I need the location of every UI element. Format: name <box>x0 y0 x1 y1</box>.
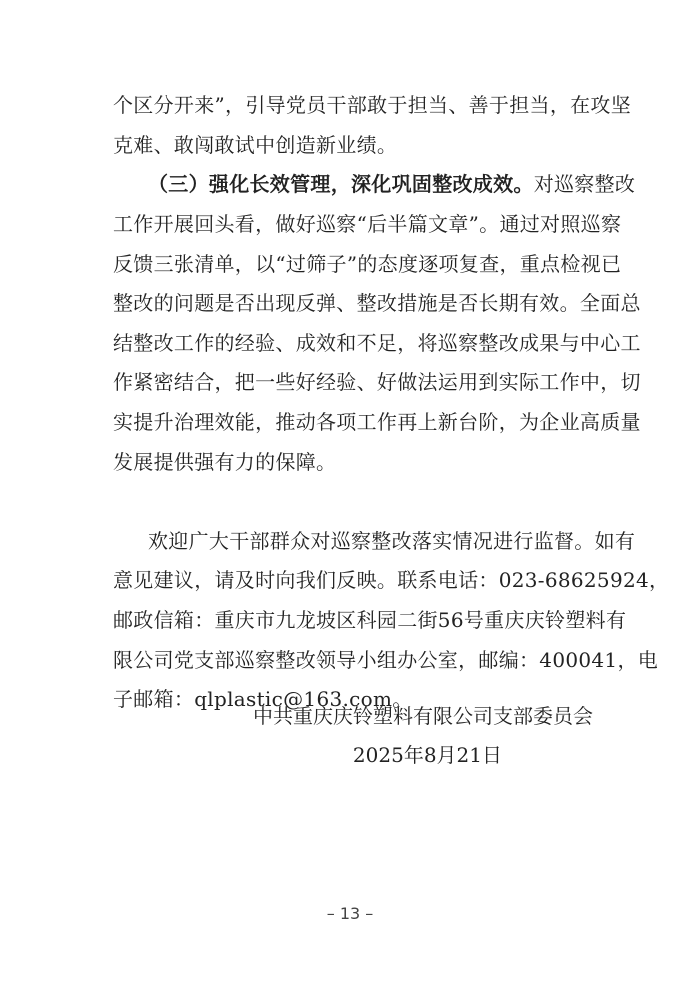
page-number: – 13 – <box>326 904 374 923</box>
body-line: 意见建议，请及时向我们反映。联系电话：023-68625924， <box>113 568 670 592</box>
body-line: 限公司党支部巡察整改领导小组办公室，邮编：400041，电 <box>113 648 659 672</box>
body-line: 实提升治理效能，推动各项工作再上新台阶，为企业高质量 <box>113 410 641 434</box>
section-heading: （三）强化长效管理，深化巩固整改成效。 <box>148 172 534 196</box>
body-line: 发展提供强有力的保障。 <box>113 450 337 474</box>
body-line: 欢迎广大干部群众对巡察整改落实情况进行监督。如有 <box>148 529 636 553</box>
signature-organization: 中共重庆庆铃塑料有限公司支部委员会 <box>253 704 593 728</box>
section-heading-line <box>148 166 636 202</box>
body-line: 结整改工作的经验、成效和不足，将巡察整改成果与中心工 <box>113 331 641 355</box>
body-line: 个区分开来”，引导党员干部敢于担当、善于担当，在攻坚 <box>113 93 632 117</box>
body-line: 邮政信箱：重庆市九龙坡区科园二街56号重庆庆铃塑料有 <box>113 608 627 632</box>
signature-date: 2025年8月21日 <box>352 743 502 767</box>
body-line: 克难、敢闯敢试中创造新业绩。 <box>113 133 398 157</box>
body-line: 工作开展回头看，做好巡察“后半篇文章”。通过对照巡察 <box>113 212 622 236</box>
email-line: 子邮箱：qlplastic@163.com。 <box>113 687 413 711</box>
body-text: 对巡察整改 <box>533 172 636 196</box>
body-line: 反馈三张清单，以“过筛子”的态度逐项复查，重点检视已 <box>113 252 622 276</box>
body-line: 整改的问题是否出现反弹、整改措施是否长期有效。全面总 <box>113 291 641 315</box>
body-line: 作紧密结合，把一些好经验、好做法运用到实际工作中，切 <box>113 370 641 394</box>
